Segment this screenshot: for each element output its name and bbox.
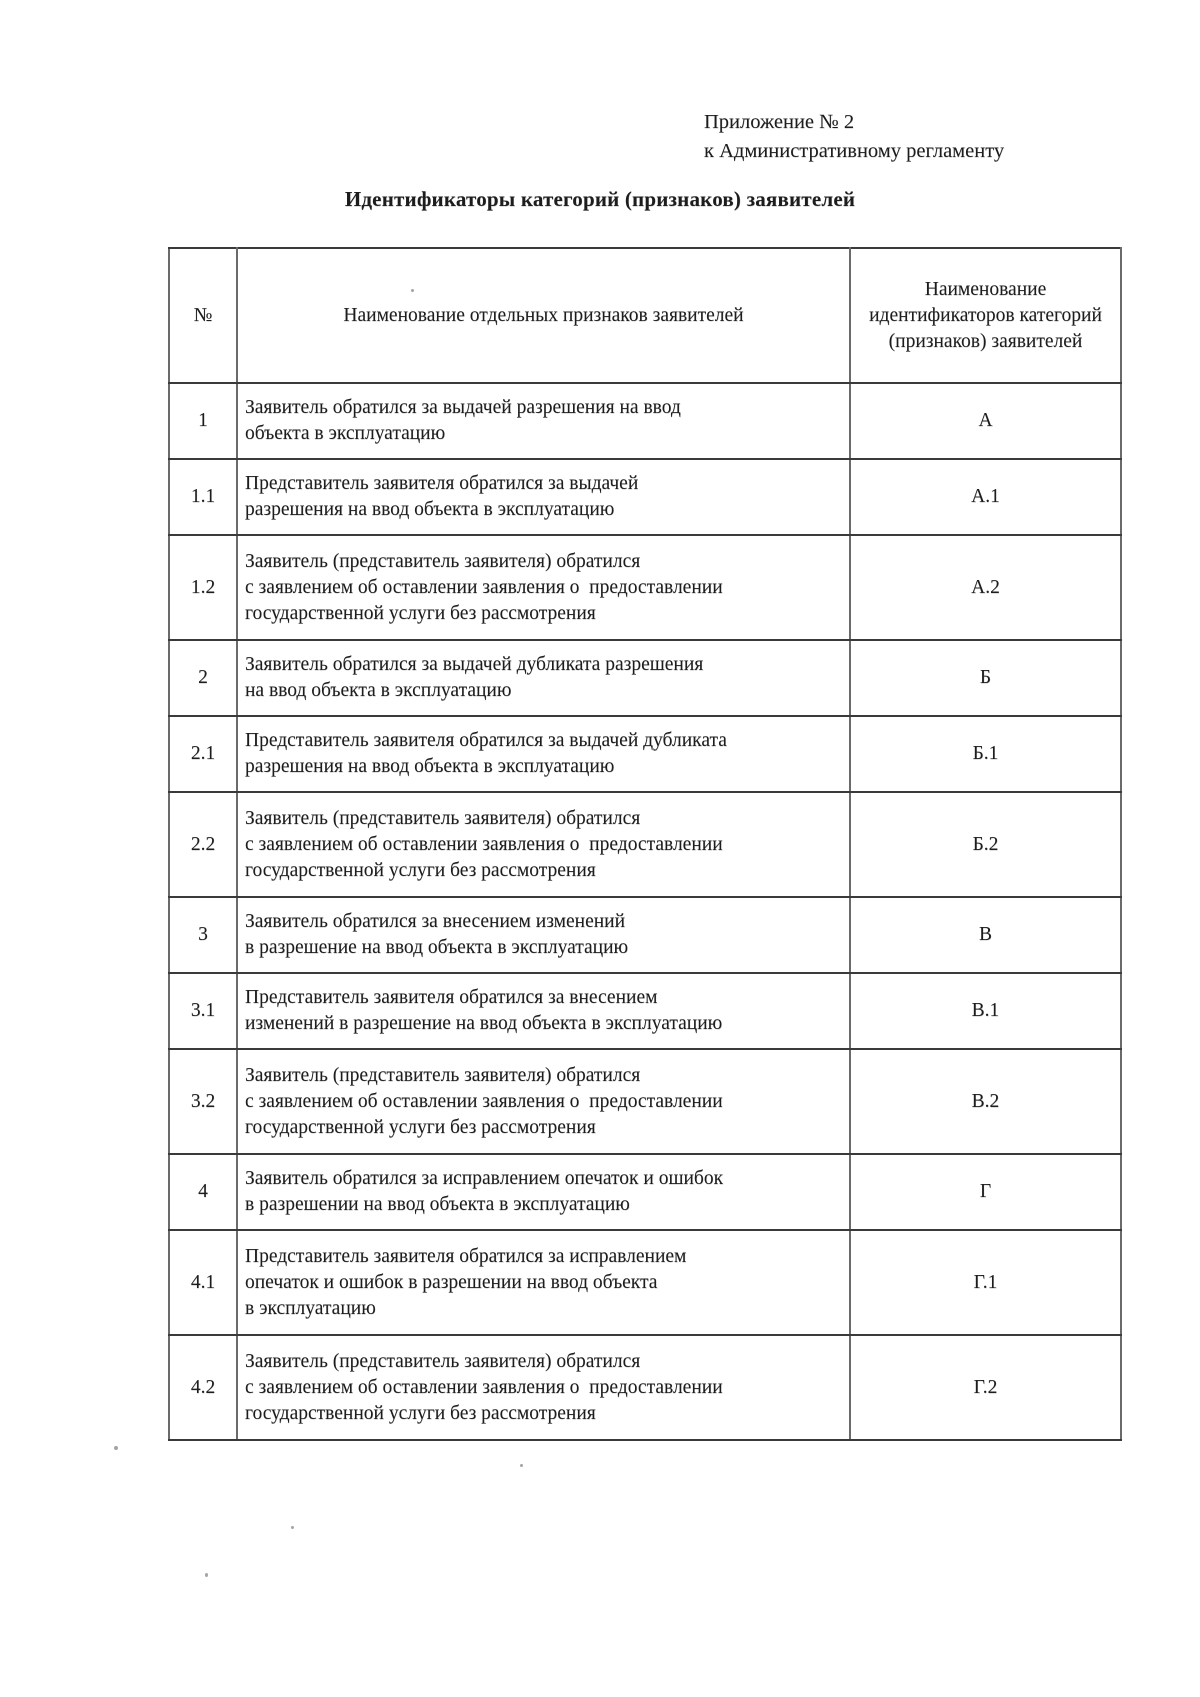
row-name-line: опечаток и ошибок в разрешении на ввод объекта xyxy=(245,1271,658,1293)
scan-speck xyxy=(411,289,414,292)
row-name-line: Заявитель (представитель заявителя) обратился xyxy=(245,1064,641,1086)
table-row xyxy=(169,973,1121,1049)
col-header-identifier-text: Наименование идентификаторов категорий (признаков) заявителей xyxy=(869,278,1102,352)
row-name-line: на ввод объекта в эксплуатацию xyxy=(245,680,512,701)
row-code-cell: Г.2 xyxy=(850,1335,1121,1440)
row-num-cell: 2 xyxy=(169,640,237,716)
row-name-line: государственной услуги без рассмотрения xyxy=(245,602,596,624)
row-name-line: Заявитель (представитель заявителя) обратился xyxy=(245,807,641,829)
table-body xyxy=(169,383,1121,1440)
row-name-line: изменений в разрешение на ввод объекта в эксплуатацию xyxy=(245,1013,723,1034)
row-name-line: с заявлением об оставлении заявления о предоставлении xyxy=(245,833,723,855)
row-name-cell xyxy=(237,1154,850,1230)
row-name-line: государственной услуги без рассмотрения xyxy=(245,859,596,881)
row-num-cell: 4.1 xyxy=(169,1230,237,1335)
row-name-cell xyxy=(237,716,850,792)
row-num-cell: 3.2 xyxy=(169,1049,237,1154)
row-name-line: разрешения на ввод объекта в эксплуатацию xyxy=(245,756,615,777)
row-name-line: в эксплуатацию xyxy=(245,1297,376,1319)
identifiers-table xyxy=(168,247,1122,1441)
appendix-line-2: к Административному регламенту xyxy=(704,140,1005,162)
row-name-cell xyxy=(237,1335,850,1440)
row-num-cell: 2.2 xyxy=(169,792,237,897)
row-name-line: Представитель заявителя обратился за исправлением xyxy=(245,1245,687,1267)
row-name-line: Заявитель обратился за внесением изменений xyxy=(245,911,626,932)
row-name-line: объекта в эксплуатацию xyxy=(245,423,446,444)
row-name-cell xyxy=(237,1230,850,1335)
table-row xyxy=(169,640,1121,716)
table-row xyxy=(169,535,1121,640)
table-row xyxy=(169,792,1121,897)
row-name-line: Заявитель (представитель заявителя) обратился xyxy=(245,550,641,572)
row-code-cell: В.2 xyxy=(850,1049,1121,1154)
row-num-cell: 1 xyxy=(169,383,237,459)
table-header-row xyxy=(169,248,1121,383)
row-name-line: Заявитель обратился за исправлением опечаток и ошибок xyxy=(245,1168,724,1189)
row-name-cell xyxy=(237,973,850,1049)
row-name-line: государственной услуги без рассмотрения xyxy=(245,1116,596,1138)
row-code-cell: Г.1 xyxy=(850,1230,1121,1335)
row-num-cell: 2.1 xyxy=(169,716,237,792)
table-row xyxy=(169,716,1121,792)
row-name-line: Заявитель (представитель заявителя) обратился xyxy=(245,1350,641,1372)
row-name-cell xyxy=(237,535,850,640)
scan-speck xyxy=(291,1526,294,1529)
scan-speck xyxy=(520,1464,523,1467)
row-name-cell xyxy=(237,640,850,716)
row-num-cell: 1.1 xyxy=(169,459,237,535)
row-code-cell: Б.2 xyxy=(850,792,1121,897)
row-code-cell: А xyxy=(850,383,1121,459)
row-name-cell xyxy=(237,1049,850,1154)
table-row xyxy=(169,1154,1121,1230)
row-code-cell: Б.1 xyxy=(850,716,1121,792)
row-num-cell: 1.2 xyxy=(169,535,237,640)
appendix-line-1: Приложение № 2 xyxy=(704,111,855,133)
row-code-cell: А.1 xyxy=(850,459,1121,535)
row-num-cell: 4 xyxy=(169,1154,237,1230)
scan-speck xyxy=(114,1446,118,1450)
row-name-line: Представитель заявителя обратился за выдачей дубликата xyxy=(245,730,727,751)
table-row xyxy=(169,1049,1121,1154)
scan-speck xyxy=(205,1573,208,1577)
row-name-line: Представитель заявителя обратился за выдачей xyxy=(245,473,639,494)
appendix-ref xyxy=(704,108,1004,166)
row-name-cell xyxy=(237,792,850,897)
row-code-cell: Б xyxy=(850,640,1121,716)
table-row xyxy=(169,383,1121,459)
row-code-cell: В.1 xyxy=(850,973,1121,1049)
row-name-line: с заявлением об оставлении заявления о предоставлении xyxy=(245,1376,723,1398)
col-header-name: Наименование отдельных признаков заявителей xyxy=(237,248,850,383)
col-header-identifier xyxy=(850,248,1121,383)
row-code-cell: Г xyxy=(850,1154,1121,1230)
row-name-line: Заявитель обратился за выдачей дубликата разрешения xyxy=(245,654,704,675)
row-name-cell xyxy=(237,897,850,973)
row-num-cell: 3.1 xyxy=(169,973,237,1049)
row-name-line: в разрешении на ввод объекта в эксплуатацию xyxy=(245,1194,630,1215)
table-row xyxy=(169,1230,1121,1335)
col-header-num: № xyxy=(169,248,237,383)
row-name-line: Представитель заявителя обратился за внесением xyxy=(245,987,658,1008)
row-name-cell xyxy=(237,383,850,459)
row-num-cell: 3 xyxy=(169,897,237,973)
table-row xyxy=(169,1335,1121,1440)
row-code-cell: А.2 xyxy=(850,535,1121,640)
row-name-line: в разрешение на ввод объекта в эксплуатацию xyxy=(245,937,629,958)
row-name-line: разрешения на ввод объекта в эксплуатацию xyxy=(245,499,615,520)
row-name-line: Заявитель обратился за выдачей разрешения на ввод xyxy=(245,397,681,418)
row-name-line: с заявлением об оставлении заявления о предоставлении xyxy=(245,1090,723,1112)
row-name-line: с заявлением об оставлении заявления о предоставлении xyxy=(245,576,723,598)
row-code-cell: В xyxy=(850,897,1121,973)
row-num-cell: 4.2 xyxy=(169,1335,237,1440)
table-row xyxy=(169,459,1121,535)
row-name-cell xyxy=(237,459,850,535)
row-name-line: государственной услуги без рассмотрения xyxy=(245,1402,596,1424)
table-row xyxy=(169,897,1121,973)
page-title: Идентификаторы категорий (признаков) заявителей xyxy=(344,187,856,211)
